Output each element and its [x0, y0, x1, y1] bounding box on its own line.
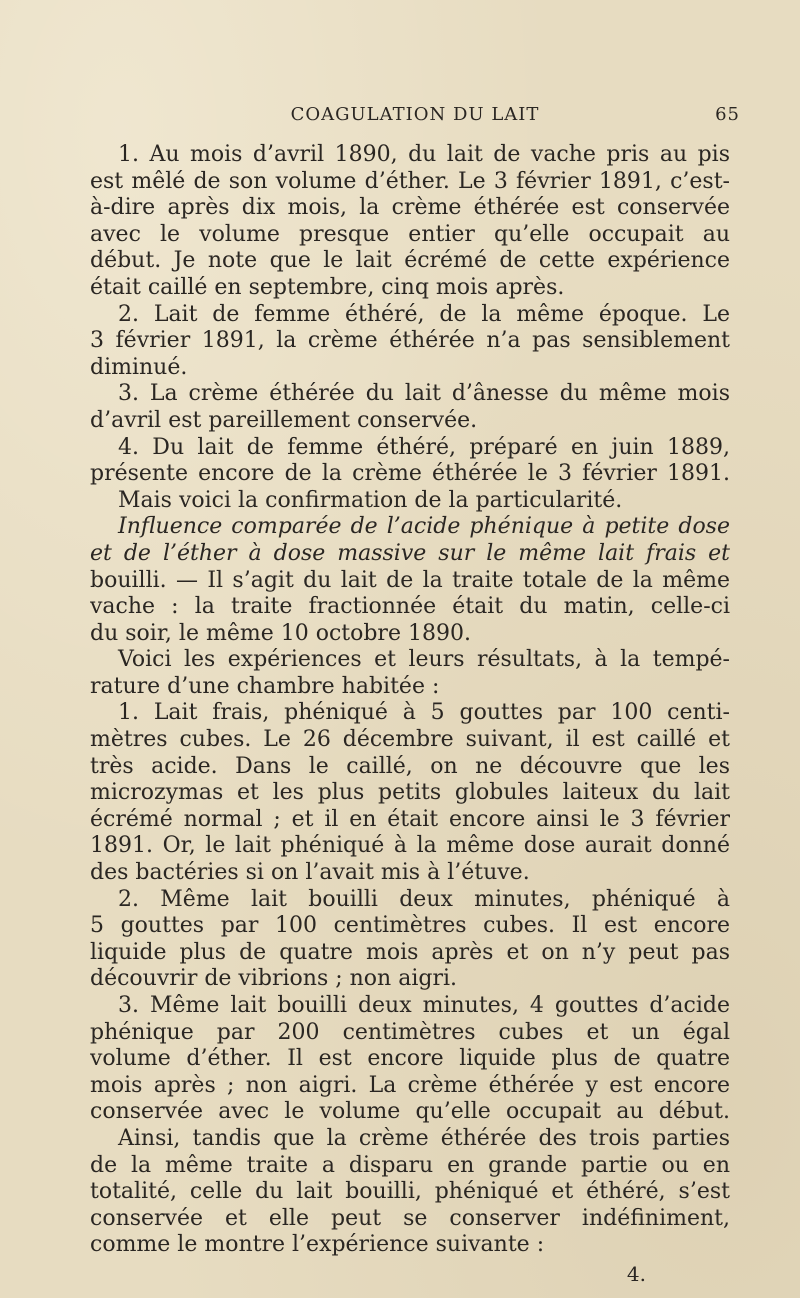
page-footer: [90, 1262, 730, 1288]
text-line: 3. Même lait bouilli deux minutes, 4 gouttes d’acide: [118, 993, 730, 1018]
catchword: 4.: [626, 1262, 646, 1286]
text-line: 1. Lait frais, phéniqué à 5 gouttes par 100 centi-: [118, 700, 730, 726]
text-line: bouilli. — Il s’agit du lait de la traite totale de la même: [90, 567, 730, 593]
text-line: très acide. Dans le caillé, on ne découvre que les: [90, 753, 730, 779]
body-text: [90, 142, 730, 1259]
text-line: liquide plus de quatre mois après et on n’y peut pas: [90, 939, 730, 965]
text-line: totalité, celle du lait bouilli, phéniqué et éthéré, s’est: [90, 1179, 730, 1205]
text-line: du soir, le même 10 octobre 1890.: [90, 620, 471, 646]
text-line: découvrir de vibrions ; non aigri.: [90, 966, 457, 992]
text-line: mètres cubes. Le 26 décembre suivant, il est caillé et: [90, 727, 730, 753]
text-line: microzymas et les plus petits globules laiteux du lait: [90, 780, 730, 806]
text-line: 5 gouttes par 100 centimètres cubes. Il est encore: [90, 913, 730, 939]
text-line: et de l’éther à dose massive sur le même lait frais et: [90, 540, 730, 566]
text-line: d’avril est pareillement conservée.: [90, 407, 478, 433]
text-line: à-dire après dix mois, la crème éthérée est conservée: [90, 195, 730, 221]
text-line: 2. Lait de femme éthéré, de la même époque. Le: [118, 301, 730, 327]
page-number: 65: [715, 104, 740, 125]
text-line: 3 février 1891, la crème éthérée n’a pas sensiblement: [90, 328, 730, 354]
text-line: début. Je note que le lait écrémé de cette expérience: [90, 248, 730, 274]
running-title: COAGULATION DU LAIT: [290, 104, 540, 125]
text-line: conservée et elle peut se conserver indéfiniment,: [90, 1205, 730, 1231]
text-line: Ainsi, tandis que la crème éthérée des trois parties: [118, 1125, 730, 1151]
text-line: Voici les expériences et leurs résultats, à la tempé-: [118, 647, 730, 673]
text-line: 1. Au mois d’avril 1890, du lait de vache pris au pis: [118, 142, 730, 167]
text-line: de la même traite a disparu en grande partie ou en: [90, 1152, 730, 1178]
text-line: vache : la traite fractionnée était du matin, celle-ci: [90, 594, 730, 620]
running-head: [90, 104, 740, 132]
text-line: avec le volume presque entier qu’elle occupait au: [90, 221, 730, 247]
text-line: présente encore de la crème éthérée le 3 février 1891.: [90, 461, 730, 487]
text-line: 1891. Or, le lait phéniqué à la même dose aurait donné: [90, 833, 730, 859]
text-line: était caillé en septembre, cinq mois après.: [90, 274, 565, 300]
text-line: rature d’une chambre habitée :: [90, 673, 440, 699]
text-line: des bactéries si on l’avait mis à l’étuve.: [90, 860, 530, 886]
text-line: conservée avec le volume qu’elle occupait au début.: [90, 1099, 730, 1125]
text-line: 2. Même lait bouilli deux minutes, phéniqué à: [118, 886, 730, 912]
text-line: comme le montre l’expérience suivante :: [90, 1232, 545, 1258]
text-line: diminué.: [90, 354, 188, 380]
text-line: mois après ; non aigri. La crème éthérée y est encore: [90, 1072, 730, 1098]
text-line: phénique par 200 centimètres cubes et un égal: [90, 1019, 730, 1045]
text-line: 3. La crème éthérée du lait d’ânesse du même mois: [118, 381, 730, 407]
text-line: Influence comparée de l’acide phénique à petite dose: [118, 514, 730, 540]
text-line: Mais voici la confirmation de la particularité.: [118, 487, 623, 513]
text-line: écrémé normal ; et il en était encore ainsi le 3 février: [90, 806, 730, 832]
text-line: volume d’éther. Il est encore liquide plus de quatre: [90, 1046, 730, 1072]
text-line: 4. Du lait de femme éthéré, préparé en juin 1889,: [118, 434, 730, 460]
text-line: est mêlé de son volume d’éther. Le 3 février 1891, c’est-: [90, 168, 730, 194]
